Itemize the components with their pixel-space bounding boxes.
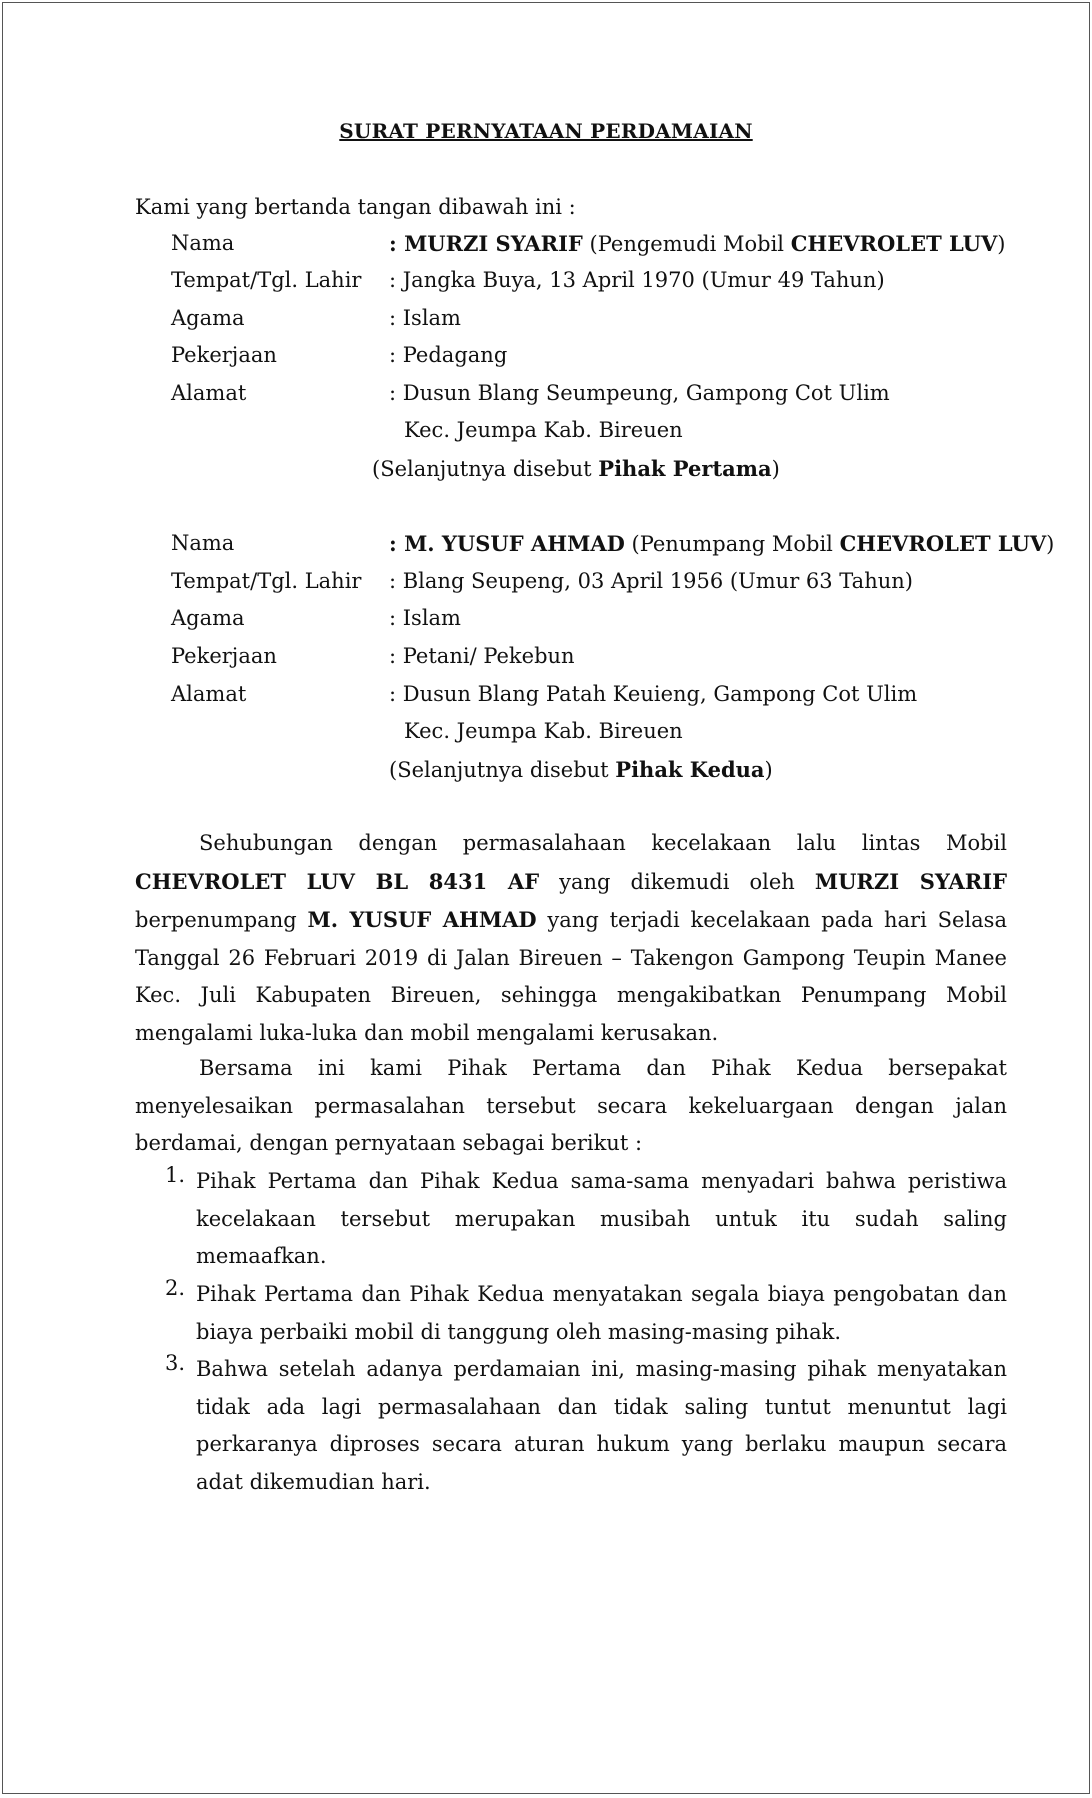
party-2-close: ) [1046,532,1055,556]
party-1-agama: : Islam [389,306,461,330]
party-2-alias-post: ) [764,758,773,782]
party-2-alias [389,757,773,782]
party-1-name: : MURZI SYARIF [389,231,583,256]
party-1-alamat-2: Kec. Jeumpa Kab. Bireuen [404,418,683,442]
label-pekerjaan: Pekerjaan [171,343,277,367]
label-alamat: Alamat [171,682,247,706]
party-1-nama [389,231,1005,256]
label-agama: Agama [171,306,245,330]
para1-text-2: yang dikemudi oleh [539,869,815,894]
party-2-alamat-2: Kec. Jeumpa Kab. Bireuen [404,719,683,743]
party-1-alias [372,456,780,481]
list-item-number: 1. [165,1163,186,1187]
list-item-text: Bahwa setelah adanya perdamaian ini, masing-masing pihak menyatakan tidak ada lagi permasalahaan dan tidak saling tuntut menuntut lagi perkaranya diproses secara aturan hukum yang berlaku maupun secara adat dikemudian hari. [196,1357,1007,1494]
party-2-agama: : Islam [389,606,461,630]
party-1-role: (Pengemudi Mobil [582,232,791,256]
party-2-alias-label: Pihak Kedua [615,757,765,782]
party-2-name: : M. YUSUF AHMAD [389,531,625,556]
para1-text-4: yang terjadi kecelakaan pada hari Selasa Tanggal 26 Februari 2019 di Jalan Bireuen – Takengon Gampong Teupin Manee Kec. Juli Kabupaten Bireuen, sehingga mengakibatkan Penumpang Mobil mengalami luka-luka dan mobil mengalami kerusakan. [135,908,1007,1045]
document-page [2,2,1090,1794]
label-agama: Agama [171,606,245,630]
party-1-alias-post: ) [771,457,780,481]
label-ttl: Tempat/Tgl. Lahir [171,268,362,292]
para1-vehicle-plate: CHEVROLET LUV BL 8431 AF [135,868,540,894]
label-ttl: Tempat/Tgl. Lahir [171,569,362,593]
paragraph-agreement: Bersama ini kami Pihak Pertama dan Pihak Kedua bersepakat menyelesaikan permasalahan tersebut secara kekeluargaan dengan jalan berdamai, dengan pernyataan sebagai berikut : [135,1056,1007,1156]
list-item-text: Pihak Pertama dan Pihak Kedua menyatakan segala biaya pengobatan dan biaya perbaiki mobil di tanggung oleh masing-masing pihak. [196,1282,1007,1344]
para1-passenger: M. YUSUF AHMAD [307,907,537,933]
party-2-pekerjaan: : Petani/ Pekebun [389,644,575,668]
label-pekerjaan: Pekerjaan [171,644,277,668]
party-1-vehicle: CHEVROLET LUV [790,231,998,256]
party-2-alias-pre: (Selanjutnya disebut [389,758,616,782]
party-1-ttl: : Jangka Buya, 13 April 1970 (Umur 49 Tahun) [389,268,885,292]
party-2-alamat-1: : Dusun Blang Patah Keuieng, Gampong Cot Ulim [389,682,918,706]
list-item-number: 3. [165,1351,186,1375]
para1-driver: MURZI SYARIF [814,868,1007,894]
label-nama: Nama [171,231,235,255]
list-item-text: Pihak Pertama dan Pihak Kedua sama-sama menyadari bahwa peristiwa kecelakaan tersebut merupakan musibah untuk itu sudah saling memaafkan. [196,1169,1007,1269]
label-nama: Nama [171,531,235,555]
party-1-close: ) [997,232,1006,256]
party-2-nama [389,531,1054,556]
party-2-role: (Penumpang Mobil [624,532,840,556]
party-1-pekerjaan: : Pedagang [389,343,508,367]
para1-text-3: berpenumpang [135,908,308,933]
document-title: SURAT PERNYATAAN PERDAMAIAN [339,119,753,143]
party-1-alias-label: Pihak Pertama [598,456,772,481]
paragraph-incident [135,825,1007,1053]
party-1-alias-pre: (Selanjutnya disebut [372,457,599,481]
intro-line: Kami yang bertanda tangan dibawah ini : [135,195,576,219]
para1-text-1: Sehubungan dengan permasalahaan kecelakaan lalu lintas Mobil [199,831,1007,855]
label-alamat: Alamat [171,381,247,405]
party-2-ttl: : Blang Seupeng, 03 April 1956 (Umur 63 Tahun) [389,569,913,593]
party-1-alamat-1: : Dusun Blang Seumpeung, Gampong Cot Ulim [389,381,890,405]
list-item-number: 2. [165,1276,186,1300]
party-2-vehicle: CHEVROLET LUV [839,531,1047,556]
